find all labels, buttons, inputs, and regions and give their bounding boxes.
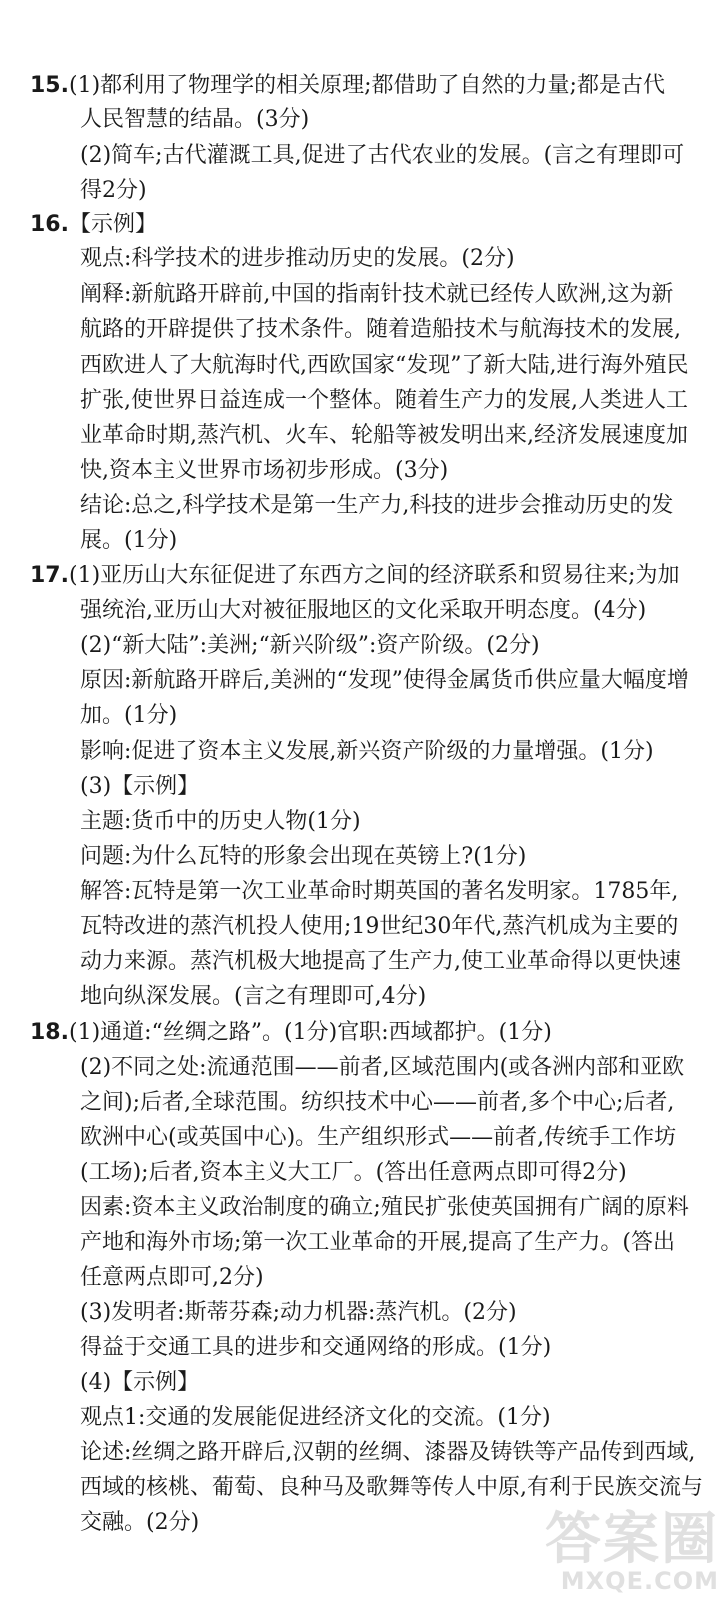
q17-line-1: 17.(1)亚历山大东征促进了东西方之间的经济联系和贸易往来;为加 xyxy=(30,563,680,588)
q18-line-10: 得益于交通工具的进步和交通网络的形成。(1分) xyxy=(80,1335,552,1360)
q18-line-13: 论述:丝绸之路开辟后,汉朝的丝绸、漆器及铸铁等产品传到西域, xyxy=(80,1440,696,1465)
q18-line-9: (3)发明者:斯蒂芬森;动力机器:蒸汽机。(2分) xyxy=(80,1300,517,1325)
watermark-logo: 答案圈 xyxy=(545,1507,719,1572)
q17-line-8: 主题:货币中的历史人物(1分) xyxy=(80,809,361,834)
q18-line-5: (工场);后者,资本主义大工厂。(答出任意两点即可得2分) xyxy=(80,1160,627,1185)
q17-line-5: 加。(1分) xyxy=(80,703,178,728)
q15-line-1: 15.(1)都利用了物理学的相关原理;都借助了自然的力量;都是古代 xyxy=(30,73,665,98)
q17-line-13: 地向纵深发展。(言之有理即可,4分) xyxy=(80,984,427,1009)
q18-line-15: 交融。(2分) xyxy=(80,1510,200,1535)
q18-number: 18. xyxy=(30,1020,69,1045)
q16-line-8: 快,资本主义世界市场初步形成。(3分) xyxy=(80,458,449,483)
q18-line-2: (2)不同之处:流通范围——前者,区域范围内(或各洲内部和亚欧 xyxy=(80,1055,685,1080)
q17-line-2: 强统治,亚历山大对被征服地区的文化采取开明态度。(4分) xyxy=(80,598,647,623)
q18-line-4: 欧洲中心(或英国中心)。生产组织形式——前者,传统手工作坊 xyxy=(80,1125,677,1150)
q17-line-7: (3)【示例】 xyxy=(80,774,200,799)
q18-line-3: 之间);后者,全球范围。纺织技术中心——前者,多个中心;后者, xyxy=(80,1090,675,1115)
q17-line-12: 动力来源。蒸汽机极大地提高了生产力,使工业革命得以更快速 xyxy=(80,949,681,974)
q15-line-4: 得2分) xyxy=(80,178,147,203)
q17-number: 17. xyxy=(30,563,69,588)
q17-line-3: (2)“新大陆”:美洲;“新兴阶级”:资产阶级。(2分) xyxy=(80,633,540,658)
q18-line-8: 任意两点即可,2分) xyxy=(80,1265,264,1290)
q17-line-9: 问题:为什么瓦特的形象会出现在英镑上?(1分) xyxy=(80,844,527,869)
q17-line-4: 原因:新航路开辟后,美洲的“发现”使得金属货币供应量大幅度增 xyxy=(80,668,689,693)
q17-line-6: 影响:促进了资本主义发展,新兴资产阶级的力量增强。(1分) xyxy=(80,739,654,764)
q16-line-10: 展。(1分) xyxy=(80,528,178,553)
q16-line-2: 观点:科学技术的进步推动历史的发展。(2分) xyxy=(80,246,515,271)
q17-line-10: 解答:瓦特是第一次工业革命时期英国的著名发明家。1785年, xyxy=(80,879,679,904)
q18-line-6: 因素:资本主义政治制度的确立;殖民扩张使英国拥有广阔的原料 xyxy=(80,1195,689,1220)
q16-line-9: 结论:总之,科学技术是第一生产力,科技的进步会推动历史的发 xyxy=(80,493,674,518)
q18-line-1: 18.(1)通道:“丝绸之路”。(1分)官职:西域都护。(1分) xyxy=(30,1020,552,1045)
q15-line-3: (2)简车;古代灌溉工具,促进了古代农业的发展。(言之有理即可 xyxy=(80,143,685,168)
q16-line-3: 阐释:新航路开辟前,中国的指南针技术就已经传人欧洲,这为新 xyxy=(80,282,674,307)
q18-line-11: (4)【示例】 xyxy=(80,1370,200,1395)
q16-line-5: 西欧进人了大航海时代,西欧国家“发现”了新大陆,进行海外殖民 xyxy=(80,353,689,378)
q15-number: 15. xyxy=(30,73,69,98)
q16-line-4: 航路的开辟提供了技术条件。随着造船技术与航海技术的发展, xyxy=(80,317,681,342)
q16-number: 16. xyxy=(30,212,69,237)
q16-line-6: 扩张,使世界日益连成一个整体。随着生产力的发展,人类进人工 xyxy=(80,388,688,413)
watermark xyxy=(545,1507,719,1595)
q18-line-7: 产地和海外市场;第一次工业革命的开展,提高了生产力。(答出 xyxy=(80,1230,675,1255)
q16-line-1: 16.【示例】 xyxy=(30,212,157,237)
q17-line-11: 瓦特改进的蒸汽机投人使用;19世纪30年代,蒸汽机成为主要的 xyxy=(80,914,679,939)
watermark-site: MXQE.COM xyxy=(560,1567,719,1595)
q18-line-12: 观点1:交通的发展能促进经济文化的交流。(1分) xyxy=(80,1405,551,1430)
q16-line-7: 业革命时期,蒸汽机、火车、轮船等被发明出来,经济发展速度加 xyxy=(80,423,688,448)
q15-line-2: 人民智慧的结晶。(3分) xyxy=(80,107,310,132)
q18-line-14: 西域的核桃、葡萄、良种马及歌舞等传人中原,有利于民族交流与 xyxy=(80,1475,703,1500)
